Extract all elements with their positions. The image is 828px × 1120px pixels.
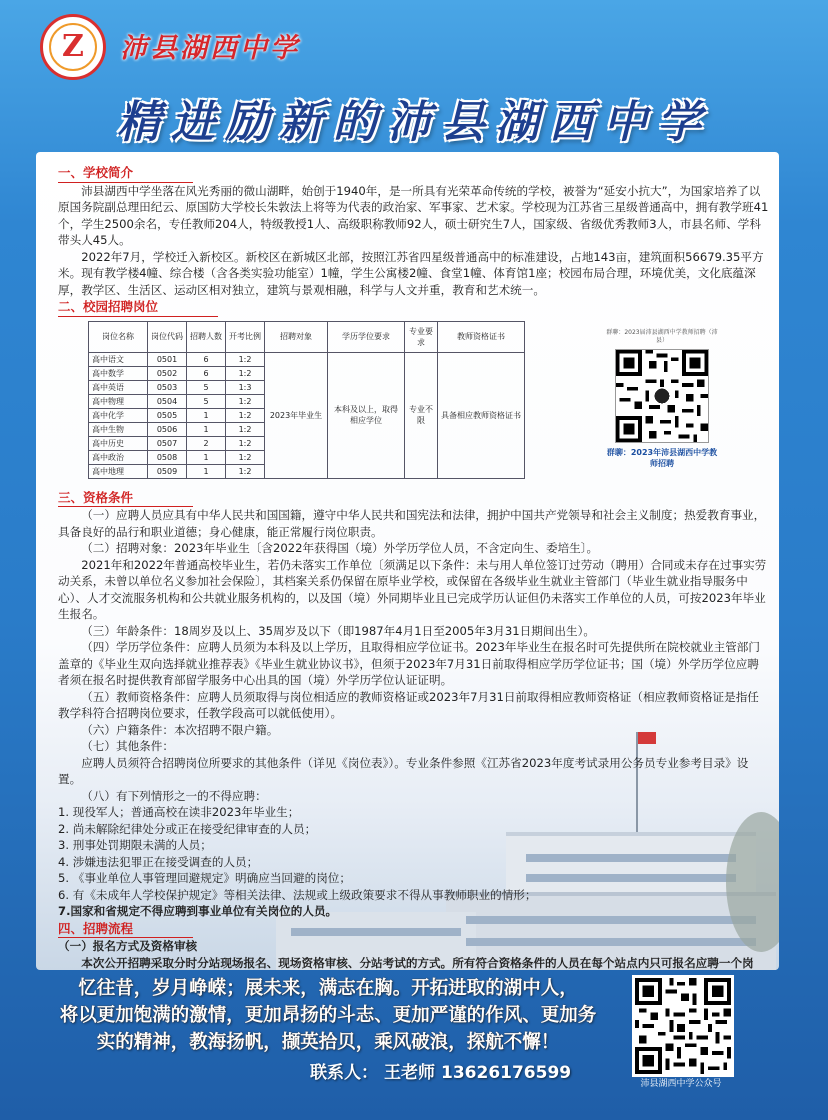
post-count: 2 (187, 436, 226, 450)
post-name: 高中政治 (89, 450, 148, 464)
post-name: 高中生物 (89, 422, 148, 436)
table-header: 岗位代码 (148, 321, 187, 352)
post-ratio: 1:3 (226, 380, 265, 394)
post-code: 0503 (148, 380, 187, 394)
paragraph: （一）应聘人员应具有中华人民共和国国籍，遵守中华人民共和国宪法和法律，拥护中国共产党领导和社会主义制度；热爱教育事业，具备良好的品行和职业道德；身心健康，能正常履行岗位职责。 (58, 508, 766, 539)
logo-glyph: Z (62, 29, 84, 64)
post-name: 高中数学 (89, 366, 148, 380)
post-major: 专业不限 (405, 352, 438, 478)
list-item: 1. 现役军人；普通高校在读非2023年毕业生； (58, 805, 300, 819)
section-heading: 三、资格条件 (58, 490, 193, 508)
list-item: 4. 涉嫌违法犯罪正在接受调查的人员； (58, 854, 259, 869)
post-ratio: 1:2 (226, 366, 265, 380)
paragraph: （八）有下列情形之一的不得应聘： (81, 788, 267, 803)
table-row (89, 352, 525, 366)
post-count: 1 (187, 464, 226, 478)
paragraph: 应聘人员须符合招聘岗位所要求的其他条件（详见《岗位表》）。专业条件参照《江苏省2023年度考试录用公务员专业参考目录》设置。 (58, 755, 749, 786)
post-name: 高中英语 (89, 380, 148, 394)
school-logo (40, 14, 106, 80)
content-card (36, 152, 779, 970)
post-name: 高中地理 (89, 464, 148, 478)
posts-table (88, 321, 525, 479)
post-count: 5 (187, 394, 226, 408)
section-heading: 二、校园招聘岗位 (58, 299, 218, 317)
list-item: 5. 《事业单位人事管理回避规定》明确应当回避的岗位； (58, 871, 351, 885)
post-cert: 具备相应教师资格证书 (438, 352, 525, 478)
wechat-official-qr-code-icon[interactable] (632, 975, 734, 1077)
post-count: 1 (187, 408, 226, 422)
paragraph: 2022年7月，学校迁入新校区。新校区在新城区北部，按照江苏省四星级普通高中的标准建设，占地143亩，建筑面积56679.35平方米。现有教学楼4幢、综合楼（含各类实验功能室）1幢，学生公寓楼2幢、食堂1幢、体育馆1座；校园布局合理，环境优美，文化底蕴深厚，教学区、生活区、运动区相对独立，建筑与景观相融，科学与人文并重，教育和艺术统一。 (58, 249, 764, 297)
table-header: 专业要求 (405, 321, 438, 352)
post-degree: 本科及以上，取得相应学位 (328, 352, 405, 478)
table-header: 开考比例 (226, 321, 265, 352)
post-name: 高中历史 (89, 436, 148, 450)
paragraph: （三）年龄条件：18周岁及以上、35周岁及以下（即1987年4月1日至2005年3月31日期间出生）。 (81, 623, 595, 638)
post-ratio: 1:2 (226, 464, 265, 478)
post-count: 5 (187, 380, 226, 394)
post-ratio: 1:2 (226, 408, 265, 422)
poster-title: 精进励新的沛县湖西中学 (117, 97, 711, 148)
qr-caption: 沛县湖西中学公众号 (640, 1079, 722, 1089)
post-name: 高中语文 (89, 352, 148, 366)
contact-line (310, 1058, 577, 1083)
list-item: 3. 刑事处罚期限未满的人员； (58, 838, 212, 852)
post-ratio: 1:2 (226, 422, 265, 436)
table-header: 教师资格证书 (438, 321, 525, 352)
paragraph: （七）其他条件： (81, 739, 174, 753)
table-header: 岗位名称 (89, 321, 148, 352)
table-header: 招聘对象 (265, 321, 328, 352)
posts-area (58, 319, 770, 489)
post-count: 1 (187, 450, 226, 464)
list-item: 2. 尚未解除纪律处分或正在接受纪律审查的人员； (58, 821, 317, 836)
group-qr-code-icon[interactable] (615, 349, 709, 443)
paragraph: 2021年和2022年普通高校毕业生，若仍未落实工作单位〔须满足以下条件：未与用人单位签订过劳动（聘用）合同或未存在过事实劳动关系，未曾以单位名义参加社会保险〕，其档案关系仍保留在原毕业学校，或保留在各级毕业生就业主管部门（毕业生就业指导服务中心）、人才交流服务机构和公共就业服务机构的，以及国（境）外同期毕业且已完成学历认证但仍未落实工作单位的人员，可按2023年毕业生报名。 (58, 557, 767, 621)
contact-label: 联系人： (310, 1063, 378, 1083)
post-count: 6 (187, 366, 226, 380)
post-code: 0505 (148, 408, 187, 422)
paragraph: 本次公开招聘采取分时分站现场报名、现场资格审核、分站考试的方式。所有符合资格条件的人员在每个站点内只可报名应聘一个岗 (81, 955, 754, 970)
contact-phone[interactable]: 13626176599 (441, 1063, 572, 1083)
paragraph: （五）教师资格条件：应聘人员须取得与岗位相适应的教师资格证或2023年7月31日前取得相应教师资格证（相应教师资格证是指任教学科符合招聘岗位要求，任教学段高可以就低使用）。 (58, 689, 759, 720)
post-code: 0502 (148, 366, 187, 380)
slogan-line: 实的精神，教海扬帆，撷英拾贝，乘风破浪，探航不懈！ (96, 1032, 560, 1053)
paragraph: （四）学历学位条件：应聘人员须为本科及以上学历，且取得相应学位证书。2023年毕业生在报名时可先提供所在院校就业主管部门盖章的《毕业生双向选择就业推荐表》《毕业生就业协议书》，但须于2023年7月31日前取得相应学历学位证书；国（境）外学历学位应聘者须在报名时提供教育部留学服务中心出具的国（境）外学历学位认证证明。 (58, 640, 760, 687)
subheading: （一）报名方式及资格审核 (58, 939, 198, 953)
post-ratio: 1:2 (226, 394, 265, 408)
post-ratio: 1:2 (226, 436, 265, 450)
slogan-line: 忆往昔，岁月峥嵘；展未来，满志在胸。开拓进取的湖中人， (78, 978, 578, 999)
paragraph: 沛县湖西中学坐落在风光秀丽的微山湖畔，始创于1940年，是一所具有光荣革命传统的学校，被誉为“延安小抗大”，为国家培养了以原国务院副总理田纪云、原国防大学校长朱敦法上将等为代表的政治家、军事家、艺术家。学校现为江苏省三星级普通高中，拥有教学班41个，学生2500余名，专任教师204人，特级教授1人、高级职称教师92人，硕士研究生7人，国家级、省级优秀教师3人，市县名师、学科带头人45人。 (58, 183, 769, 247)
list-item: 7.国家和省规定不得应聘到事业单位有关岗位的人员。 (58, 904, 338, 918)
school-slogan (38, 975, 618, 1056)
qr-caption: 群聊：2023年沛县湖西中学教师招聘 (606, 447, 718, 468)
post-code: 0507 (148, 436, 187, 450)
post-ratio: 1:2 (226, 352, 265, 366)
paragraph: （二）招聘对象：2023年毕业生〔含2022年获得国（境）外学历学位人员，不含定向生、委培生〕。 (81, 541, 599, 555)
school-name: 沛县湖西中学 (120, 33, 300, 64)
recruitment-text (58, 164, 770, 970)
paragraph: （六）户籍条件：本次招聘不限户籍。 (81, 722, 279, 737)
post-name: 高中物理 (89, 394, 148, 408)
section-heading: 一、学校简介 (58, 165, 193, 183)
post-code: 0504 (148, 394, 187, 408)
section-heading: 四、招聘流程 (58, 921, 193, 939)
table-header-row (89, 321, 525, 352)
group-qr-panel (606, 329, 718, 479)
list-item: 6. 有《未成年人学校保护规定》等相关法律、法规或上级政策要求不得从事教师职业的情形； (58, 887, 537, 902)
contact-name: 王老师 (384, 1063, 435, 1083)
post-name: 高中化学 (89, 408, 148, 422)
post-ratio: 1:2 (226, 450, 265, 464)
post-count: 6 (187, 352, 226, 366)
table-header: 学历学位要求 (328, 321, 405, 352)
table-header: 招聘人数 (187, 321, 226, 352)
post-code: 0508 (148, 450, 187, 464)
qr-header: 群聊：2023届沛县湖西中学教师招聘（沛县） (606, 328, 718, 344)
post-code: 0509 (148, 464, 187, 478)
poster-header (0, 0, 828, 150)
slogan-line: 将以更加饱满的激情，更加昂扬的斗志、更加严谨的作风、更加务 (59, 1005, 597, 1026)
post-target: 2023年毕业生 (265, 352, 328, 478)
post-count: 1 (187, 422, 226, 436)
post-code: 0506 (148, 422, 187, 436)
post-code: 0501 (148, 352, 187, 366)
